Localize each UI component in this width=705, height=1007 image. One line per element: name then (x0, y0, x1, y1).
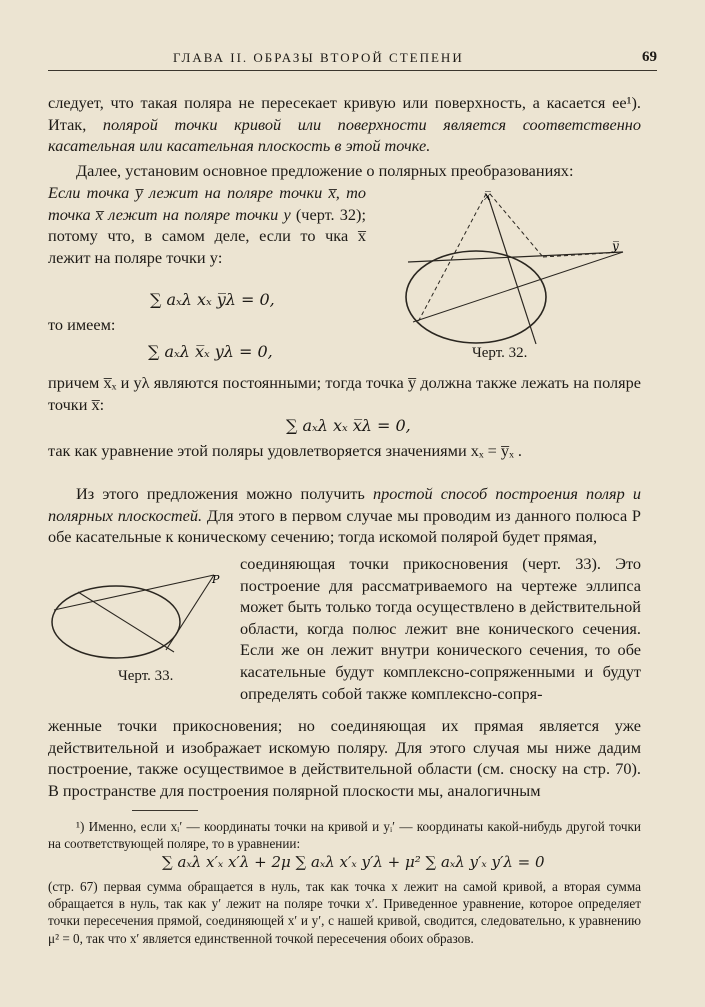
formula-1: ∑ aₓλ xₓ y̅λ = 0, (150, 290, 275, 309)
polar-line (78, 592, 174, 652)
para2-text: Далее, установим основное предложение о полярных преобразованиях: (76, 161, 574, 180)
paragraph-construction-right: соединяющая точки прикосновения (черт. 33). Это построение для рассматриваемого на чертеже эллипса может быть только тогда осуществлено в действительной области, когда полюс лежит вне конического сечения. Если же он лежит внутри конического сечения, то обе касательные будут комплексно-сопряженными и будут определять собой также комплексно-сопря- (240, 554, 641, 703)
running-header (48, 44, 657, 71)
footnote-intro: ¹) Именно, если xᵢ′ — координаты точки на кривой и yᵢ′ — координаты какой-нибудь другой точки на соответствующей поляре, то в уравнении: (48, 819, 641, 852)
figure-32-caption: Черт. 32. (472, 345, 528, 361)
paragraph-construction-tail: женные точки прикосновения; но соединяющая их прямая является уже действительной и изображает искомую поляру. Для этого случая мы ниже дадим построение, также осуществимое в действительной области (см. сноску на стр. 70). В пространстве для построения полярной плоскости мы, аналогичным (48, 716, 641, 800)
paragraph-constants: причем x̅ₓ и yλ являются постоянными; тогда точка y̅ должна также лежать на поляре точки x̅: (48, 373, 641, 414)
para4-italic: простой способ построения поляр и полярных плоскостей. (48, 484, 642, 525)
line (413, 252, 623, 322)
ellipse (406, 251, 546, 343)
formula-2: ∑ aₓλ x̅ₓ yλ = 0, (148, 342, 273, 361)
para1-italic: полярой точки кривой или поверхности является соответственно касательная или касательная плоскость в этой точке. (48, 114, 641, 156)
paragraph-theorem-intro (48, 160, 641, 182)
para4-mid: Для этого в первом случае мы проводим из данного полюса P обе касательные к коническому сечению; тогда искомой полярой будет прямая, (48, 505, 641, 547)
formula-3: ∑ aₓλ xₓ x̅λ = 0, (286, 416, 411, 435)
paragraph-satisfied: так как уравнение этой поляры удовлетворяется значениями xₓ = y̅ₓ . (48, 441, 522, 460)
para1-text: следует, что такая поляра не пересекает кривую или поверхность, а касается ее¹). Итак, (48, 93, 641, 134)
pole-p-label: P (212, 573, 220, 586)
then-we-have: то имеем: (48, 315, 116, 334)
polar-line (488, 196, 536, 344)
paragraph-theorem-body (48, 182, 366, 268)
paragraph-polar-tangent (48, 92, 641, 157)
tangent-line (166, 575, 214, 650)
theorem-italic: Если точка y̅ лежит на поляре точки x̅, то точка x̅ лежит на поляре точки y (48, 183, 366, 224)
footnote-body: (стр. 67) первая сумма обращается в нуль, так как точка x лежит на самой кривой, а вторая сумма обращается в нуль, так как y′ лежит на поляре точки x′. Приведенное уравнение, которое определяет точки пересечения прямой, соединяющей x′ и y′, с нашей кривой, сводится, следовательно, к уравнению μ² = 0, так что x′ является единственной точкой пересечения обоих образов. (48, 879, 641, 946)
figure-33-caption: Черт. 33. (118, 668, 174, 684)
theorem-tail: (черт. 32); потому что, в самом деле, если то чка x̅ лежит на поляре точки y: (48, 204, 366, 267)
page-number: 69 (642, 49, 657, 65)
chapter-title: ГЛАВА II. ОБРАЗЫ ВТОРОЙ СТЕПЕНИ (173, 50, 464, 65)
paragraph-construction (48, 483, 641, 548)
point-y-label: y̅ (612, 239, 619, 253)
footnote-formula: ∑ aₓλ x′ₓ x′λ + 2μ ∑ aₓλ x′ₓ y′λ + μ² ∑ aₓλ y′ₓ y′λ = 0 (162, 853, 545, 871)
footnote-rule (132, 810, 198, 811)
para4-text: Из этого предложения можно получить (76, 484, 373, 503)
tangent-dashed (418, 194, 486, 322)
figure-33-diagram (44, 570, 234, 670)
point-x-label: x̅ (484, 189, 491, 203)
